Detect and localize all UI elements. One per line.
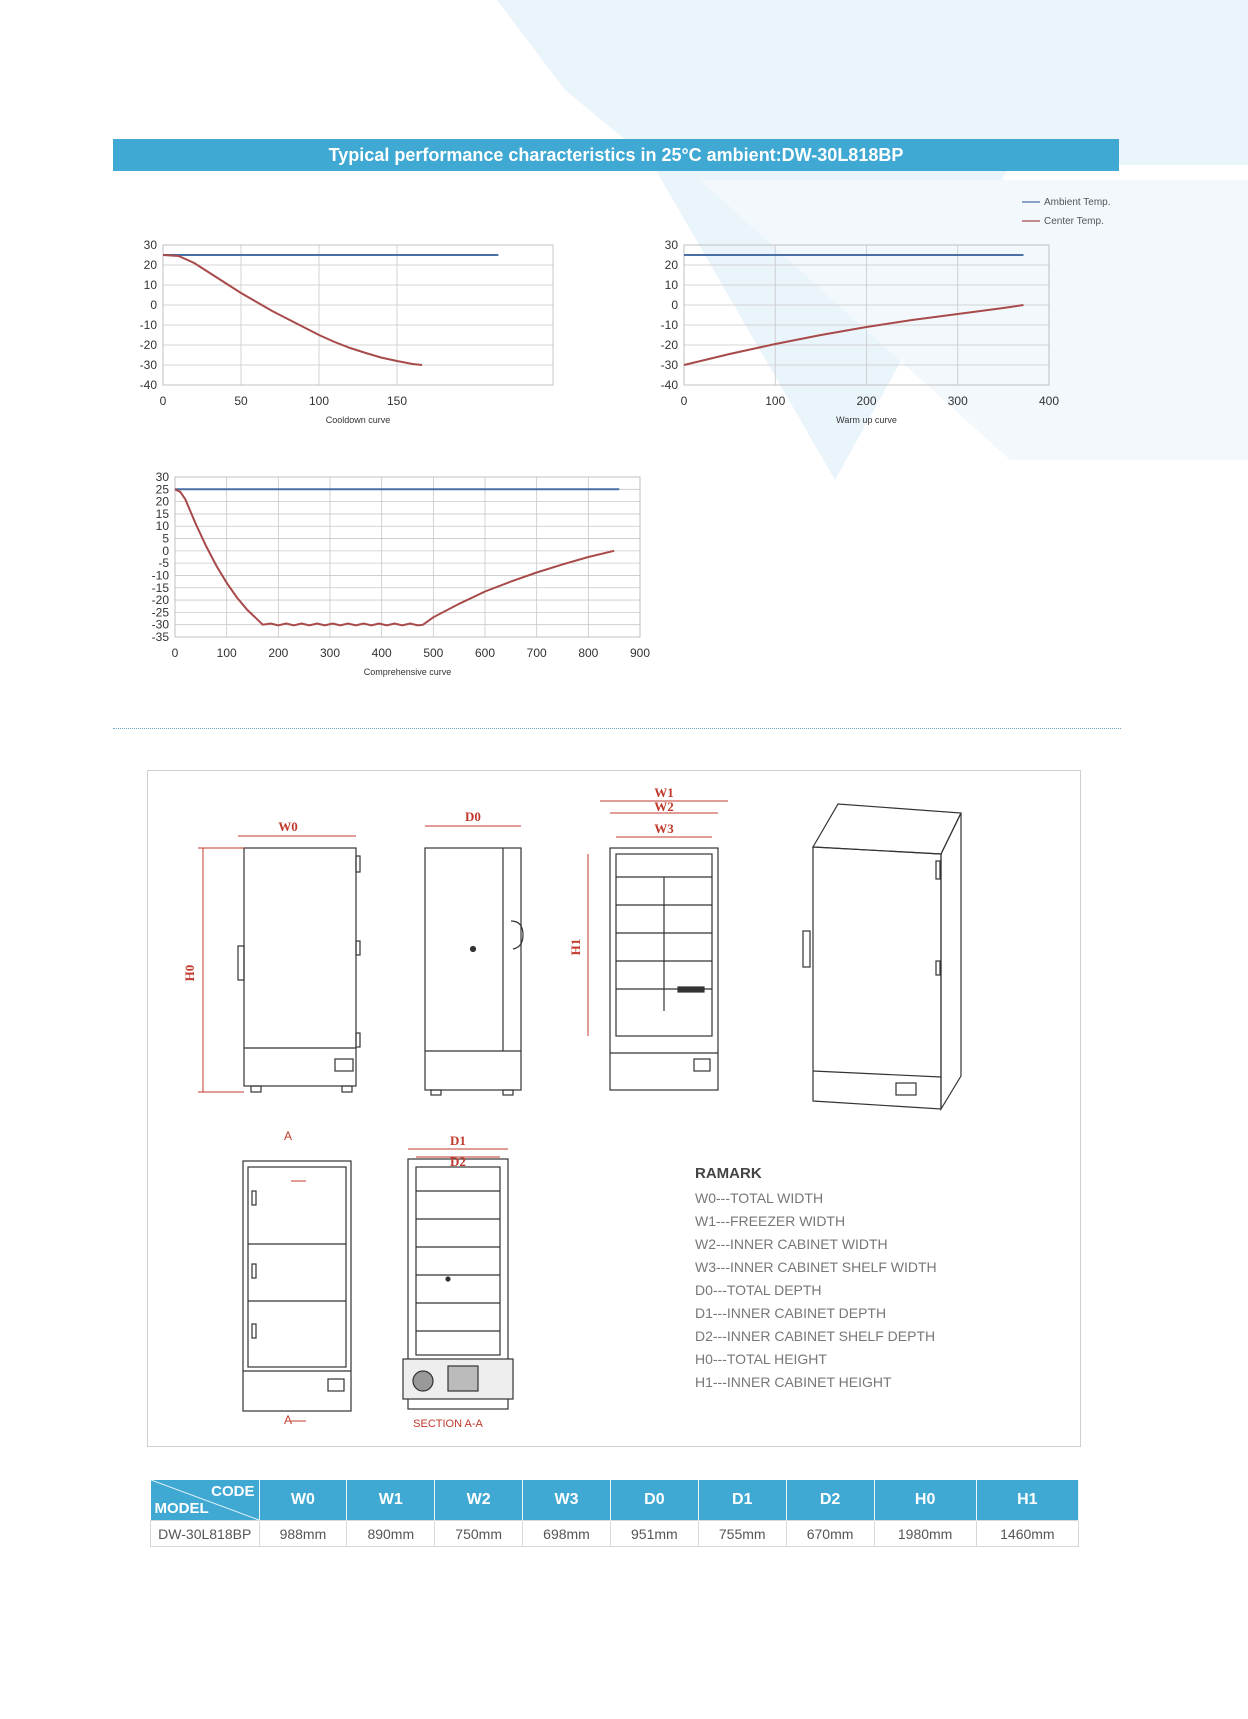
legend-ambient-label: Ambient Temp. [1044,197,1111,208]
y-tick-label: 0 [162,543,169,558]
x-axis-label: Comprehensive curve [363,667,452,677]
y-tick-label: 20 [155,494,169,509]
y-tick-label: -35 [151,630,169,644]
remark-line: D0---TOTAL DEPTH [695,1282,822,1298]
y-tick-label: -40 [139,378,157,392]
x-tick-label: 0 [680,394,688,408]
table-cell: 755mm [698,1521,786,1547]
section-banner [113,139,1119,171]
remark-line: W3---INNER CABINET SHELF WIDTH [695,1259,937,1275]
y-tick-label: -30 [151,617,169,632]
chart-legend [1020,193,1130,231]
y-tick-label: 25 [155,482,169,497]
table-cell: 951mm [610,1521,698,1547]
corner-model-label: MODEL [154,1500,209,1517]
label-section: SECTION A-A [413,1418,483,1430]
remark-line: H1---INNER CABINET HEIGHT [695,1374,892,1390]
dimension-drawing [147,770,1081,1447]
label-w0: W0 [278,819,298,834]
label-a-bottom: A [284,1413,293,1427]
warmup-chart [640,230,1070,440]
x-tick-label: 50 [234,394,248,408]
x-tick-label: 300 [947,394,968,408]
center-temp-line [175,489,614,625]
label-d2: D2 [450,1154,466,1169]
front-section-view [243,1161,351,1411]
x-tick-label: 300 [319,646,341,660]
label-d1: D1 [450,1133,466,1148]
corner-code-label: CODE [211,1483,255,1500]
table-header-cell: D1 [698,1480,786,1521]
y-tick-label: 0 [671,298,678,312]
x-tick-label: 0 [159,394,167,408]
y-tick-label: -5 [158,556,169,571]
label-w1: W1 [654,785,674,800]
remark-line: D1---INNER CABINET DEPTH [695,1305,887,1321]
y-tick-label: -10 [660,318,678,332]
table-cell: 750mm [435,1521,523,1547]
label-w3: W3 [654,821,674,836]
center-temp-line [684,305,1024,365]
table-cell: 890mm [347,1521,435,1547]
x-tick-label: 700 [526,646,547,660]
table-header-cell: D0 [610,1480,698,1521]
y-tick-label: -20 [139,338,157,352]
label-h1: H1 [568,938,583,956]
x-tick-label: 900 [629,646,651,660]
center-temp-line [163,255,422,365]
y-tick-label: -10 [139,318,157,332]
table-cell: 1980mm [874,1521,976,1547]
y-tick-label: 20 [664,258,678,272]
remark-line: W1---FREEZER WIDTH [695,1213,846,1229]
isometric-view [803,804,961,1109]
y-tick-label: -25 [151,605,169,620]
y-tick-label: -20 [660,338,678,352]
freezer-drawings [148,771,1080,1446]
remark-line: D2---INNER CABINET SHELF DEPTH [695,1328,936,1344]
y-tick-label: 20 [143,258,157,272]
y-tick-label: -30 [660,358,678,372]
remark-title: RAMARK [695,1165,762,1182]
table-cell-model: DW-30L818BP [151,1521,260,1547]
y-tick-label: 5 [162,531,169,546]
x-tick-label: 400 [1038,394,1060,408]
label-w2: W2 [654,799,674,814]
table-header-row [151,1480,1079,1521]
x-tick-label: 400 [371,646,392,660]
y-tick-label: 15 [155,506,169,521]
table-cell: 698mm [523,1521,611,1547]
label-d0: D0 [465,809,481,824]
x-tick-label: 150 [386,394,408,408]
x-tick-label: 0 [171,646,179,660]
remark-line: W2---INNER CABINET WIDTH [695,1236,888,1252]
section-divider [113,728,1121,729]
y-tick-label: -30 [139,358,157,372]
front-view [238,848,360,1092]
section-aa-view [403,1159,513,1409]
x-tick-label: 100 [308,394,330,408]
table-header-cell: W0 [259,1480,347,1521]
table-header-cell: H1 [976,1480,1078,1521]
x-axis-label: Warm up curve [836,415,897,425]
table-cell: 1460mm [976,1521,1078,1547]
x-tick-label: 100 [216,646,237,660]
table-row [151,1521,1079,1547]
y-tick-label: 30 [664,238,678,252]
table-header-cell: W1 [347,1480,435,1521]
y-tick-label: -20 [151,593,169,608]
y-tick-label: 30 [143,238,157,252]
x-tick-label: 500 [423,646,444,660]
x-tick-label: 200 [856,394,877,408]
remark-line: W0---TOTAL WIDTH [695,1190,824,1206]
x-tick-label: 200 [268,646,289,660]
table-header-cell: D2 [786,1480,874,1521]
x-tick-label: 100 [765,394,786,408]
legend-center-label: Center Temp. [1044,216,1104,227]
y-tick-label: -15 [151,580,169,595]
side-view [425,848,523,1095]
table-cell: 988mm [259,1521,347,1547]
y-tick-label: 30 [155,470,169,484]
cooldown-chart [118,230,558,440]
y-tick-label: 10 [155,519,169,534]
spec-table [150,1480,1079,1547]
y-tick-label: -10 [151,568,169,583]
comprehensive-chart [130,462,660,687]
plot-frame [163,245,553,385]
x-tick-label: 800 [578,646,599,660]
banner-title: Typical performance characteristics in 25°C ambient:DW-30L818BP [328,144,904,165]
x-axis-label: Cooldown curve [325,415,391,425]
y-tick-label: -40 [660,378,678,392]
plot-frame [175,477,640,637]
label-h0: H0 [182,964,197,982]
table-header-cell: W3 [523,1480,611,1521]
table-corner-header [151,1480,260,1521]
y-tick-label: 10 [143,278,157,292]
x-tick-label: 600 [474,646,496,660]
y-tick-label: 0 [150,298,157,312]
y-tick-label: 10 [664,278,678,292]
table-header-cell: H0 [874,1480,976,1521]
table-cell: 670mm [786,1521,874,1547]
label-a-top: A [284,1129,293,1143]
inside-view [610,848,718,1090]
remark-line: H0---TOTAL HEIGHT [695,1351,827,1367]
table-header-cell: W2 [435,1480,523,1521]
